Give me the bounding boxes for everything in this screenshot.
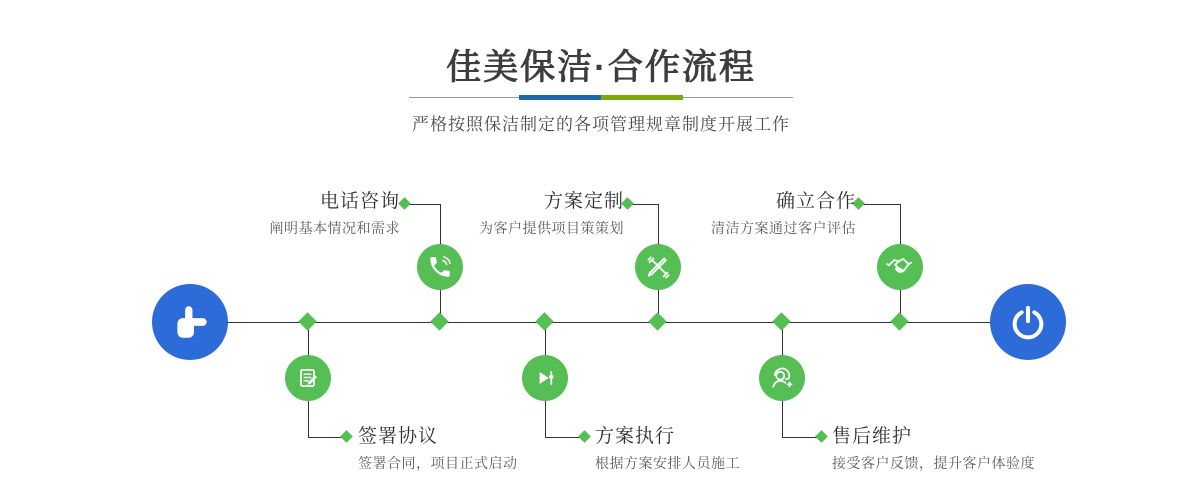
title-divider [409, 95, 793, 100]
label-diamond [340, 430, 353, 443]
step-title: 方案执行 [595, 426, 676, 447]
step-title: 售后维护 [832, 426, 913, 447]
timeline-diamond [648, 312, 666, 330]
divider-blue-bar [519, 95, 601, 100]
step-icon-circle-execute [522, 355, 568, 401]
step-desc: 接受客户反馈，提升客户体验度 [832, 455, 1035, 471]
step-label-cooperate [711, 191, 856, 238]
pointing-hand-icon [169, 301, 211, 343]
divider-green-bar [601, 95, 683, 100]
handshake-icon [886, 253, 914, 281]
timeline-diamond [535, 312, 553, 330]
timeline-diamond [772, 312, 790, 330]
customer-service-icon [768, 364, 796, 392]
page-subtitle: 严格按照保洁制定的各项管理规章制度开展工作 [412, 115, 790, 134]
flow-start-node [152, 284, 228, 360]
play-execute-icon [532, 365, 558, 391]
step-label-contract [358, 426, 518, 473]
step-desc: 签署合同，项目正式启动 [358, 455, 518, 471]
phone-icon [427, 254, 453, 280]
step-icon-circle-design [635, 244, 681, 290]
step-icon-circle-phone [417, 244, 463, 290]
power-icon [1008, 302, 1048, 342]
label-diamond [815, 430, 828, 443]
timeline-diamond [298, 312, 316, 330]
connector-line [405, 204, 441, 205]
step-title: 方案定制 [543, 191, 624, 212]
contract-pen-icon [295, 365, 321, 391]
step-desc: 清洁方案通过客户评估 [711, 220, 856, 236]
step-label-design [479, 191, 624, 238]
design-tools-icon [645, 254, 672, 281]
step-title: 电话咨询 [319, 191, 400, 212]
step-label-aftersales [832, 426, 1035, 473]
step-label-phone [270, 191, 401, 238]
step-title: 签署协议 [358, 426, 439, 447]
step-title: 确立合作 [775, 191, 856, 212]
timeline-diamond [430, 312, 448, 330]
timeline-diamond [890, 312, 908, 330]
connector-line [859, 204, 901, 205]
step-desc: 为客户提供项目策策划 [479, 220, 624, 236]
step-icon-circle-handshake [877, 244, 923, 290]
step-icon-circle-contract [285, 355, 331, 401]
label-diamond [398, 197, 411, 210]
step-desc: 阐明基本情况和需求 [269, 220, 400, 236]
label-diamond [578, 430, 591, 443]
page-title: 佳美保洁·合作流程 [446, 48, 756, 87]
step-icon-circle-service [759, 355, 805, 401]
step-label-execute [595, 426, 740, 473]
step-desc: 根据方案安排人员施工 [595, 455, 740, 471]
flow-end-node [990, 284, 1066, 360]
